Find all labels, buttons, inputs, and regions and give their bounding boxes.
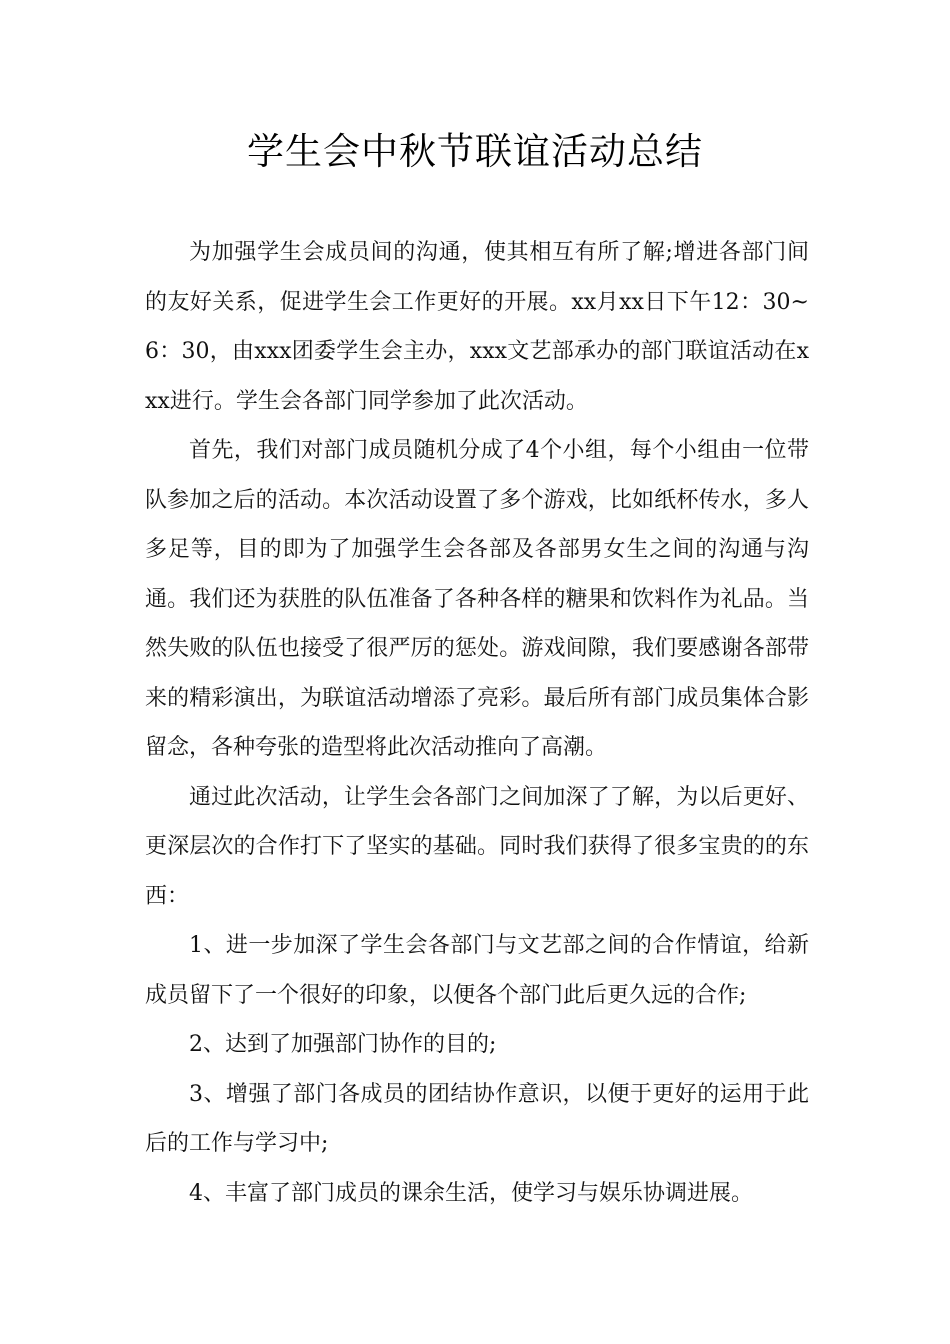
paragraph-outcome: 通过此次活动，让学生会各部门之间加深了了解，为以后更好、更深层次的合作打下了坚实的基础。同时我们获得了很多宝贵的的东西： bbox=[145, 784, 809, 909]
list-item-4: 4、丰富了部门成员的课余生活，使学习与娱乐协调进展。 bbox=[189, 1180, 753, 1206]
list-item-3: 3、增强了部门各成员的团结协作意识，以便于更好的运用于此后的工作与学习中; bbox=[145, 1081, 809, 1156]
list-item-2: 2、达到了加强部门协作的目的; bbox=[189, 1032, 497, 1057]
paragraph-intro: 为加强学生会成员间的沟通，使其相互有所了解;增进各部门间的友好关系，促进学生会工作更好的开展。xx月xx日下午12：30~6：30，由xxx团委学生会主办，xxx文艺部承办的部门联谊活动在xxx进行。学生会各部门同学参加了此次活动。 bbox=[145, 240, 809, 414]
document-title: 学生会中秋节联谊活动总结 bbox=[247, 130, 703, 173]
document-body bbox=[145, 228, 809, 1218]
list-item-1: 1、进一步加深了学生会各部门与文艺部之间的合作情谊，给新成员留下了一个很好的印象，以便各个部门此后更久远的合作; bbox=[145, 933, 809, 1008]
paragraph-activities: 首先，我们对部门成员随机分成了4个小组，每个小组由一位带队参加之后的活动。本次活动设置了多个游戏，比如纸杯传水，多人多足等，目的即为了加强学生会各部及各部男女生之间的沟通与沟通。我们还为获胜的队伍准备了各种各样的糖果和饮料作为礼品。当然失败的队伍也接受了很严厉的惩处。游戏间隙，我们要感谢各部带来的精彩演出，为联谊活动增添了亮彩。最后所有部门成员集体合影留念，各种夸张的造型将此次活动推向了高潮。 bbox=[145, 438, 809, 760]
